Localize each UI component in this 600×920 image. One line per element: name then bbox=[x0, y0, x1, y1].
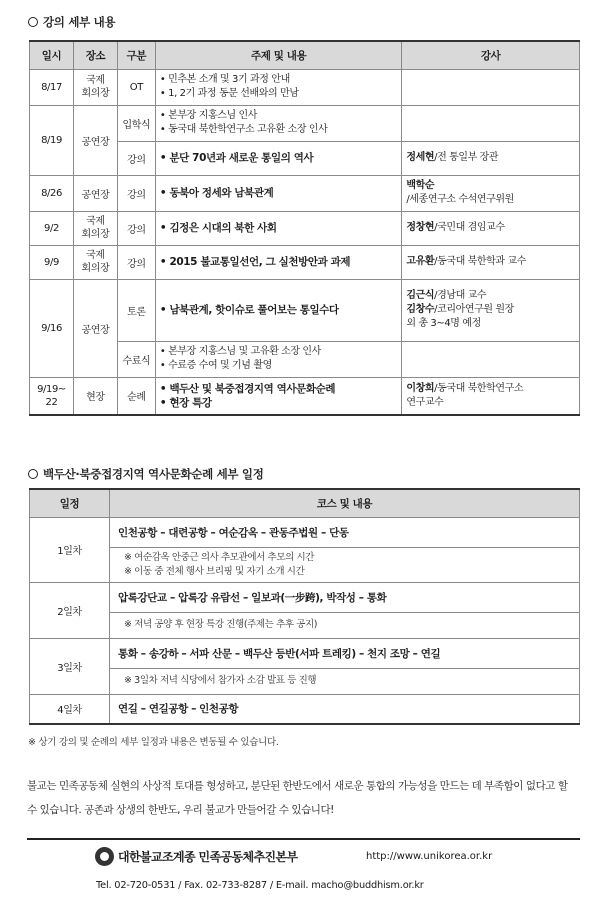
lecturer-name: 정창현 bbox=[406, 222, 435, 233]
itinerary-row bbox=[30, 694, 580, 724]
circle-bullet-icon bbox=[28, 17, 38, 27]
contact-info: Tel. 02-720-0531 / Fax. 02-733-8287 / E-mail. macho@buddhism.or.kr bbox=[96, 880, 424, 891]
section1-title bbox=[28, 14, 115, 30]
header-lecturer: 강사 bbox=[402, 41, 580, 69]
itinerary-notes bbox=[110, 612, 580, 638]
itinerary-notes-row bbox=[30, 612, 580, 638]
topic-item: • 분단 70년과 새로운 통일의 역사 bbox=[160, 151, 397, 165]
itinerary-header-row bbox=[30, 489, 580, 517]
topic-item: • 본부장 지홍스님 인사 bbox=[160, 109, 397, 123]
cell-place: 국제 회의장 bbox=[73, 211, 117, 245]
cell-topic bbox=[155, 211, 401, 245]
cell-date: 9/16 bbox=[30, 279, 74, 377]
lecturer-name: 백학순 bbox=[406, 180, 435, 191]
itinerary-day: 2일차 bbox=[30, 582, 110, 638]
itinerary-day: 4일차 bbox=[30, 694, 110, 724]
lecturer-title: /세종연구소 수석연구위원 bbox=[406, 194, 514, 205]
table-row bbox=[30, 245, 580, 279]
cell-topic bbox=[155, 245, 401, 279]
itinerary-course: 압록강단교 – 압록강 유람선 – 일보과(一步跨), 박작성 – 통화 bbox=[110, 582, 580, 612]
itinerary-notes bbox=[110, 668, 580, 694]
table-row bbox=[30, 105, 580, 141]
lecturer-name: 정세현 bbox=[406, 152, 435, 163]
header-date: 일시 bbox=[30, 41, 74, 69]
itinerary-table bbox=[29, 488, 580, 725]
topic-item: • 민추본 소개 및 3기 과정 안내 bbox=[160, 73, 397, 87]
topic-item: • 백두산 및 북중접경지역 역사문화순례 bbox=[160, 382, 397, 396]
circle-bullet-icon bbox=[28, 469, 38, 479]
itinerary-row bbox=[30, 517, 580, 547]
cell-type: 강의 bbox=[117, 175, 155, 211]
cell-lecturer bbox=[402, 245, 580, 279]
itinerary-day: 1일차 bbox=[30, 517, 110, 582]
footer-divider bbox=[27, 838, 580, 840]
section2-title-text: 백두산·북중접경지역 역사문화순례 세부 일정 bbox=[43, 467, 264, 481]
cell-type: 강의 bbox=[117, 211, 155, 245]
cell-lecturer bbox=[402, 175, 580, 211]
lecturer-title: /경남대 교수 bbox=[434, 290, 487, 301]
topic-item: • 본부장 지홍스님 및 고유환 소장 인사 bbox=[160, 345, 397, 359]
cell-place: 공연장 bbox=[73, 175, 117, 211]
lecture-header-row bbox=[30, 41, 580, 69]
cell-topic bbox=[155, 377, 401, 415]
organization-name: 대한불교조계종 민족공동체추진본부 bbox=[118, 850, 298, 864]
lecturer-title: /동국대 북한학과 교수 bbox=[434, 256, 526, 267]
itinerary-row bbox=[30, 582, 580, 612]
lecturer-title: /동국대 북한학연구소 연구교수 bbox=[406, 382, 524, 408]
cell-date: 9/19~ 22 bbox=[30, 377, 74, 415]
itinerary-note: ※ 3일차 저녁 식당에서 참가자 소감 발표 등 진행 bbox=[124, 675, 317, 686]
closing-paragraph: 불교는 민족공동체 실현의 사상적 토대를 형성하고, 분단된 한반도에서 새로운 통합의 가능성을 만드는 데 부족함이 없다고 할 수 있습니다. 공존과 상생의 한반도, 우리 불교가 만들어갈 수 있습니다! bbox=[27, 780, 568, 816]
table-row bbox=[30, 279, 580, 341]
cell-lecturer bbox=[402, 341, 580, 377]
itinerary-note: ※ 여순감옥 안중근 의사 추모관에서 추모의 시간 bbox=[124, 551, 315, 563]
header-type: 구분 bbox=[117, 41, 155, 69]
topic-item: • 수료증 수여 및 기념 촬영 bbox=[160, 359, 397, 373]
cell-topic bbox=[155, 279, 401, 341]
itinerary-course: 연길 – 연길공항 – 인천공항 bbox=[110, 694, 580, 724]
cell-lecturer bbox=[402, 69, 580, 105]
itinerary-note: ※ 이동 중 전체 행사 브리핑 및 자기 소개 시간 bbox=[124, 565, 305, 577]
itinerary-day: 3일차 bbox=[30, 638, 110, 694]
lecturer-title: /국민대 겸임교수 bbox=[434, 222, 505, 233]
cell-date: 9/2 bbox=[30, 211, 74, 245]
header-course: 코스 및 내용 bbox=[110, 489, 580, 517]
lecturer-note: 외 총 3~4명 예정 bbox=[406, 318, 481, 329]
cell-type: 입학식 bbox=[117, 105, 155, 141]
cell-place: 현장 bbox=[73, 377, 117, 415]
topic-item: • 1, 2기 과정 동문 선배와의 만남 bbox=[160, 87, 397, 101]
lecturer-title: /코리아연구원 원장 bbox=[434, 304, 514, 315]
header-place: 장소 bbox=[73, 41, 117, 69]
itinerary-notes bbox=[110, 547, 580, 582]
topic-item: • 현장 특강 bbox=[160, 396, 397, 410]
itinerary-note: ※ 저녁 공양 후 현장 특강 진행(주제는 추후 공지) bbox=[124, 619, 318, 630]
cell-lecturer bbox=[402, 211, 580, 245]
table-row bbox=[30, 69, 580, 105]
itinerary-row bbox=[30, 638, 580, 668]
cell-type: 강의 bbox=[117, 245, 155, 279]
cell-topic bbox=[155, 341, 401, 377]
organization-logo-icon bbox=[95, 847, 114, 866]
cell-lecturer bbox=[402, 377, 580, 415]
table-row bbox=[30, 377, 580, 415]
lecturer-name: 고유환 bbox=[406, 256, 435, 267]
lecturer-name: 김근식 bbox=[406, 290, 435, 301]
cell-lecturer bbox=[402, 105, 580, 141]
itinerary-notes-row bbox=[30, 668, 580, 694]
header-topic: 주제 및 내용 bbox=[155, 41, 401, 69]
section1-title-text: 강의 세부 내용 bbox=[43, 15, 116, 29]
section2-title bbox=[28, 466, 264, 482]
cell-type: 강의 bbox=[117, 141, 155, 175]
cell-date: 9/9 bbox=[30, 245, 74, 279]
cell-lecturer bbox=[402, 141, 580, 175]
cell-place: 국제 회의장 bbox=[73, 69, 117, 105]
cell-topic bbox=[155, 175, 401, 211]
header-day: 일정 bbox=[30, 489, 110, 517]
topic-item: • 남북관계, 핫이슈로 풀어보는 통일수다 bbox=[160, 303, 397, 317]
cell-type: OT bbox=[117, 69, 155, 105]
cell-date: 8/17 bbox=[30, 69, 74, 105]
schedule-footnote: ※ 상기 강의 및 순례의 세부 일정과 내용은 변동될 수 있습니다. bbox=[28, 737, 279, 748]
cell-type: 순례 bbox=[117, 377, 155, 415]
cell-lecturer bbox=[402, 279, 580, 341]
cell-topic bbox=[155, 105, 401, 141]
table-row bbox=[30, 175, 580, 211]
itinerary-notes-row bbox=[30, 547, 580, 582]
website-link[interactable]: http://www.unikorea.or.kr bbox=[366, 851, 493, 862]
cell-topic bbox=[155, 141, 401, 175]
cell-date: 8/19 bbox=[30, 105, 74, 175]
itinerary-course: 통화 – 송강하 – 서파 산문 – 백두산 등반(서파 트레킹) – 천지 조망 – 연길 bbox=[110, 638, 580, 668]
cell-place: 공연장 bbox=[73, 105, 117, 175]
topic-item: • 동국대 북한학연구소 고유환 소장 인사 bbox=[160, 123, 397, 137]
topic-item: • 김정은 시대의 북한 사회 bbox=[160, 221, 397, 235]
topic-item: • 동북아 정세와 남북관계 bbox=[160, 186, 397, 200]
cell-type: 수료식 bbox=[117, 341, 155, 377]
cell-place: 국제 회의장 bbox=[73, 245, 117, 279]
cell-date: 8/26 bbox=[30, 175, 74, 211]
lecture-table bbox=[29, 40, 580, 416]
table-row bbox=[30, 211, 580, 245]
lecturer-name: 이창희 bbox=[406, 382, 435, 394]
lecturer-title: /전 통일부 장관 bbox=[434, 152, 499, 163]
cell-place: 공연장 bbox=[73, 279, 117, 377]
cell-topic bbox=[155, 69, 401, 105]
lecturer-name: 김창수 bbox=[406, 304, 435, 315]
itinerary-course: 인천공항 – 대련공항 – 여순감옥 – 관동주법원 – 단동 bbox=[110, 517, 580, 547]
topic-item: • 2015 불교통일선언, 그 실천방안과 과제 bbox=[160, 255, 397, 269]
cell-type: 토론 bbox=[117, 279, 155, 341]
